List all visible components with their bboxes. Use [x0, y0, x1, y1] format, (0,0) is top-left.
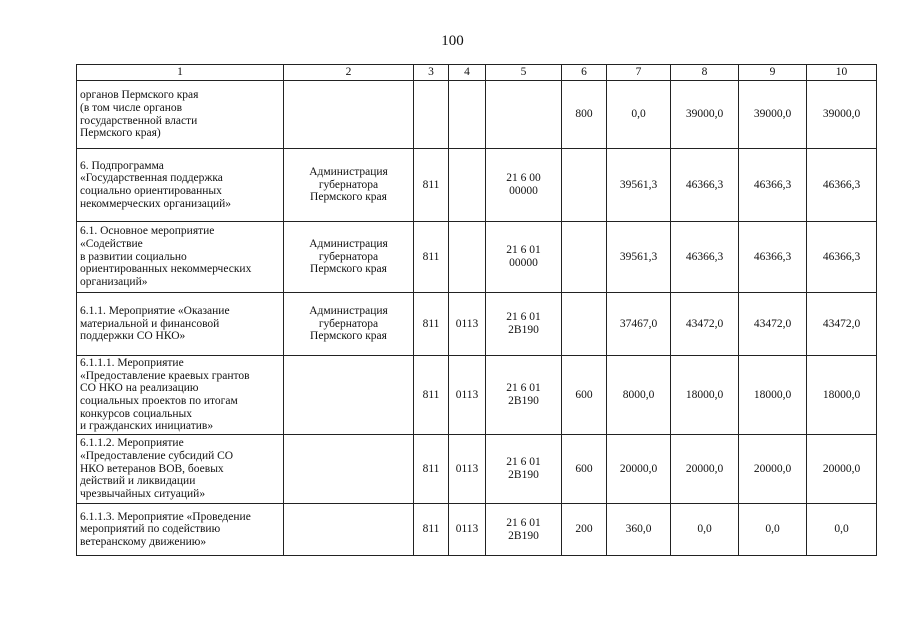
expense-type-cell: 600 [562, 435, 607, 504]
amount-cell: 18000,0 [739, 356, 807, 435]
row-name-cell: 6.1. Основное мероприятие «Содействие в развитии социально ориентированных некоммерческих организаций» [77, 222, 284, 293]
target-article-cell: 21 6 01 00000 [486, 222, 562, 293]
section-code-cell [449, 222, 486, 293]
amount-cell: 39561,3 [607, 149, 671, 222]
target-article-cell [486, 81, 562, 149]
column-header: 9 [739, 65, 807, 81]
amount-cell: 43472,0 [671, 293, 739, 356]
administrator-cell [284, 356, 414, 435]
amount-cell: 20000,0 [739, 435, 807, 504]
administrator-cell [284, 504, 414, 556]
amount-cell: 46366,3 [739, 222, 807, 293]
target-article-cell: 21 6 01 2В190 [486, 356, 562, 435]
row-name-cell: органов Пермского края (в том числе органов государственной власти Пермского края) [77, 81, 284, 149]
header-row [77, 65, 877, 81]
expense-type-cell [562, 293, 607, 356]
amount-cell: 46366,3 [739, 149, 807, 222]
amount-cell: 18000,0 [671, 356, 739, 435]
table-row [77, 356, 877, 435]
amount-cell: 8000,0 [607, 356, 671, 435]
row-name-cell: 6.1.1.1. Мероприятие «Предоставление краевых грантов СО НКО на реализацию социальных проектов по итогам конкурсов социальных и гражданских инициатив» [77, 356, 284, 435]
amount-cell: 46366,3 [671, 149, 739, 222]
amount-cell: 18000,0 [807, 356, 877, 435]
column-header: 10 [807, 65, 877, 81]
administrator-cell: Администрация губернатора Пермского края [284, 222, 414, 293]
amount-cell: 46366,3 [807, 222, 877, 293]
row-name-cell: 6. Подпрограмма «Государственная поддержка социально ориентированных некоммерческих организаций» [77, 149, 284, 222]
target-article-cell: 21 6 00 00000 [486, 149, 562, 222]
amount-cell: 46366,3 [671, 222, 739, 293]
column-header: 3 [414, 65, 449, 81]
section-code-cell [449, 149, 486, 222]
table-row [77, 504, 877, 556]
table-row [77, 435, 877, 504]
expense-type-cell: 200 [562, 504, 607, 556]
column-header: 2 [284, 65, 414, 81]
section-code-cell [449, 81, 486, 149]
column-header: 8 [671, 65, 739, 81]
row-name-cell: 6.1.1.2. Мероприятие «Предоставление субсидий СО НКО ветеранов ВОВ, боевых действий и ликвидации чрезвычайных ситуаций» [77, 435, 284, 504]
ministry-code-cell: 811 [414, 435, 449, 504]
table-row [77, 149, 877, 222]
column-header: 6 [562, 65, 607, 81]
amount-cell: 0,0 [807, 504, 877, 556]
ministry-code-cell: 811 [414, 504, 449, 556]
amount-cell: 46366,3 [807, 149, 877, 222]
administrator-cell [284, 81, 414, 149]
amount-cell: 0,0 [739, 504, 807, 556]
amount-cell: 20000,0 [807, 435, 877, 504]
amount-cell: 360,0 [607, 504, 671, 556]
section-code-cell: 0113 [449, 504, 486, 556]
administrator-cell [284, 435, 414, 504]
amount-cell: 43472,0 [807, 293, 877, 356]
target-article-cell: 21 6 01 2В190 [486, 435, 562, 504]
expense-type-cell [562, 149, 607, 222]
table-row [77, 222, 877, 293]
column-header: 7 [607, 65, 671, 81]
section-code-cell: 0113 [449, 435, 486, 504]
amount-cell: 39561,3 [607, 222, 671, 293]
row-name-cell: 6.1.1.3. Мероприятие «Проведение мероприятий по содействию ветеранскому движению» [77, 504, 284, 556]
ministry-code-cell: 811 [414, 293, 449, 356]
row-name-cell: 6.1.1. Мероприятие «Оказание материальной и финансовой поддержки СО НКО» [77, 293, 284, 356]
target-article-cell: 21 6 01 2В190 [486, 504, 562, 556]
expense-type-cell: 800 [562, 81, 607, 149]
ministry-code-cell: 811 [414, 222, 449, 293]
column-header: 4 [449, 65, 486, 81]
table-row [77, 293, 877, 356]
amount-cell: 20000,0 [607, 435, 671, 504]
page-number: 100 [441, 33, 464, 49]
amount-cell: 20000,0 [671, 435, 739, 504]
section-code-cell: 0113 [449, 356, 486, 435]
amount-cell: 39000,0 [671, 81, 739, 149]
ministry-code-cell: 811 [414, 356, 449, 435]
expense-type-cell [562, 222, 607, 293]
target-article-cell: 21 6 01 2В190 [486, 293, 562, 356]
amount-cell: 0,0 [607, 81, 671, 149]
amount-cell: 39000,0 [807, 81, 877, 149]
administrator-cell: Администрация губернатора Пермского края [284, 149, 414, 222]
budget-table [76, 64, 877, 556]
amount-cell: 37467,0 [607, 293, 671, 356]
table-row [77, 81, 877, 149]
column-header: 1 [77, 65, 284, 81]
ministry-code-cell [414, 81, 449, 149]
expense-type-cell: 600 [562, 356, 607, 435]
column-header: 5 [486, 65, 562, 81]
ministry-code-cell: 811 [414, 149, 449, 222]
section-code-cell: 0113 [449, 293, 486, 356]
amount-cell: 39000,0 [739, 81, 807, 149]
amount-cell: 0,0 [671, 504, 739, 556]
administrator-cell: Администрация губернатора Пермского края [284, 293, 414, 356]
amount-cell: 43472,0 [739, 293, 807, 356]
